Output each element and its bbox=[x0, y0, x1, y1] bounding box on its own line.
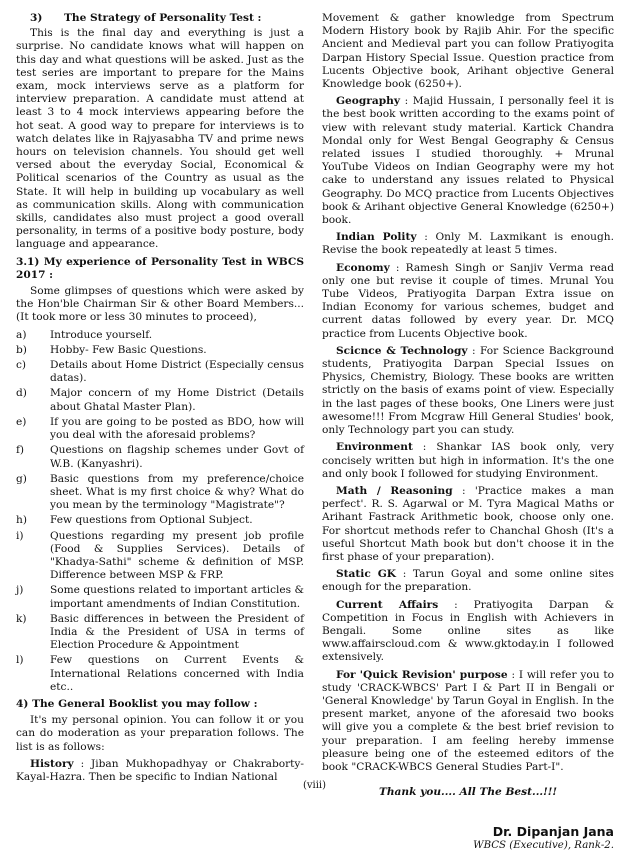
list-marker: l) bbox=[16, 654, 24, 667]
list-item bbox=[16, 584, 304, 610]
list-text: Details about Home District (Especially census datas). bbox=[50, 359, 304, 385]
list-marker: a) bbox=[16, 328, 27, 341]
section-4-heading: 4) The General Booklist you may follow : bbox=[16, 697, 258, 710]
book-text: : Jiban Mukhopadhyay or Chakraborty-Kayal-Hazra. Then be specific to Indian National bbox=[16, 757, 304, 783]
book-text: : Ramesh Singh or Sanjiv Verma read only one but revise it couple of times. Mrunal You Tube Videos, Pratiyogita Darpan Extra issue on Indian Economy for various schemes, budget and current datas followed by every year. Dr. MCQ practice from Lucents Objective book. bbox=[322, 261, 614, 340]
section-3-1-intro: Some glimpses of questions which were asked by the Hon'ble Chairman Sir & other Board Members... (It took more or less 30 minutes to proceed), bbox=[16, 285, 304, 324]
list-marker: c) bbox=[16, 359, 27, 372]
book-subject-label: Static GK bbox=[336, 568, 397, 581]
closing-line: Thank you.... All The Best...!!! bbox=[378, 786, 558, 799]
booklist-math bbox=[322, 485, 614, 564]
section-3-heading bbox=[16, 12, 304, 25]
list-text: If you are going to be posted as BDO, how will you deal with the aforesaid problems? bbox=[50, 415, 304, 442]
booklist-quick-revision bbox=[322, 669, 614, 775]
list-text: Basic questions from my preference/choice sheet. What is my first choice & why? What do you mean by the terminology "Magistrate"? bbox=[50, 472, 304, 512]
booklist-static-gk bbox=[322, 568, 614, 594]
list-marker: h) bbox=[16, 514, 27, 527]
book-subject-label: Geography bbox=[336, 95, 400, 108]
list-text: Hobby- Few Basic Questions. bbox=[50, 343, 207, 356]
book-subject-label: Environment bbox=[336, 441, 413, 454]
booklist-science bbox=[322, 345, 614, 437]
list-item bbox=[16, 444, 304, 470]
author-name: Dr. Dipanjan Jana bbox=[492, 824, 614, 840]
book-subject-label: Indian Polity bbox=[336, 231, 417, 244]
list-text: Questions regarding my present job profile (Food & Supplies Services). Details of "Khadya-Sathi" scheme & definition of MSP. Difference between MSP & FRP. bbox=[50, 529, 304, 582]
booklist-geography bbox=[322, 95, 614, 227]
section-3-body: This is the final day and everything is just a surprise. No candidate knows what will happen on this day and what questions will be asked. Just as the test series are important to prepare for the Mains exam, mock interviews serve as a platform for interview preparation. A candidate must attend at least 3 to 4 mock interviews appearing before the hot seat. A good way to prepare for interviews is to watch delates like in Rajyasabha TV and prime news hours on television channels. You should get well versed about the everyday Social, Economical & Political scenarios of the Country as usual as the State. It will help in building up vocabulary as well as communication skills. Along with communication skills, candidates also must project a good overall personality, in terms of a positive body posture, body language and appearance. bbox=[16, 27, 304, 251]
section-3-number: 3) bbox=[30, 12, 43, 24]
booklist-polity bbox=[322, 231, 614, 257]
book-text: : 'Practice makes a man perfect'. R. S. Agarwal or M. Tyra Magical Maths or Arihant Fastrack Arithmetic book, choose only one. For shortcut methods refer to Chanchal Ghosh (It's a useful Shortcut Math book but don't choose it in the first phase of your preparation). bbox=[322, 484, 614, 563]
left-column bbox=[16, 12, 304, 788]
list-marker: f) bbox=[16, 444, 25, 457]
book-subject-label: Math / Reasoning bbox=[336, 484, 453, 497]
book-text: : I will refer you to study 'CRACK-WBCS' Part I & Part II in Bengali or 'General Knowledge' by Tarun Goyal in English. In the present market, anyone of the aforesaid two books will give you a complete & the best brief revision to your preparation. I am feeling hereby immense pleasure being one of the esteemed editors of the book "CRACK-WBCS General Studies Part-I". bbox=[322, 668, 614, 773]
book-subject-label: Current Affairs bbox=[336, 598, 439, 611]
book-subject-label: History bbox=[30, 757, 74, 770]
list-text: Few questions from Optional Subject. bbox=[50, 514, 253, 527]
list-item bbox=[16, 416, 304, 442]
list-marker: d) bbox=[16, 387, 27, 400]
booklist-economy bbox=[322, 262, 614, 341]
book-subject-label: For 'Quick Revision' purpose bbox=[336, 668, 508, 681]
book-subject-label: Economy bbox=[336, 261, 390, 274]
book-text: : Shankar IAS book only, very concisely written but high in information. It's the one and only book I followed for studying Environment. bbox=[322, 441, 614, 480]
right-column bbox=[322, 12, 614, 852]
list-text: Introduce yourself. bbox=[50, 328, 153, 341]
question-list bbox=[16, 329, 304, 694]
list-item bbox=[16, 654, 304, 694]
list-text: Major concern of my Home District (Details about Ghatal Master Plan). bbox=[50, 387, 304, 413]
list-text: Basic differences in between the President of India & the President of USA in terms of Election Procedure & Appointment bbox=[50, 612, 304, 652]
book-text: : Only M. Laxmikant is enough. Revise the book repeatedly at least 5 times. bbox=[322, 231, 614, 257]
list-text: Few questions on Current Events & International Relations concerned with India etc.. bbox=[50, 654, 304, 693]
book-text: : Pratiyogita Darpan & Competition in Focus in English with Achievers in Bengali. Some online sites as like www.affairscloud.com & www.gktoday.in I followed extensively. bbox=[322, 598, 614, 664]
list-marker: i) bbox=[16, 529, 24, 542]
section-3-1-heading: 3.1) My experience of Personality Test in WBCS 2017 : bbox=[16, 255, 304, 281]
booklist-current-affairs bbox=[322, 599, 614, 665]
list-item bbox=[16, 344, 304, 357]
list-text: Some questions related to important articles & important amendments of Indian Constitution. bbox=[50, 584, 304, 610]
list-item bbox=[16, 387, 304, 413]
booklist-history-continued: Movement & gather knowledge from Spectrum Modern History book by Rajib Ahir. For the specific Ancient and Medieval part you can follow Pratiyogita Darpan History Special Issue. Question practice from Lucents Objective book, Arihant objective General Knowledge book (6250+). bbox=[322, 12, 614, 91]
list-item bbox=[16, 329, 304, 342]
book-text: : Tarun Goyal and some online sites enough for the preparation. bbox=[322, 568, 614, 594]
booklist-environment bbox=[322, 441, 614, 481]
author-rank: WBCS (Executive), Rank-2. bbox=[473, 839, 614, 851]
list-marker: j) bbox=[16, 584, 24, 597]
book-text: : Majid Hussain, I personally feel it is the best book written according to the exams point of view with relevant study material. Kartick Chandra Mondal only for West Bengal Geography & Census related issues I studied thoroughly. + Mrunal YouTube Videos on Indian Geography were my hot cake to understand any issues related to Physical Geography. Do MCQ practice from Lucents Objectives book & Arihant objective General Knowledge (6250+) book. bbox=[322, 95, 614, 227]
page-number: (viii) bbox=[302, 780, 327, 791]
list-item bbox=[16, 514, 304, 527]
list-item bbox=[16, 359, 304, 385]
section-3-title: The Strategy of Personality Test : bbox=[64, 12, 262, 24]
list-text: Questions on flagship schemes under Govt of W.B. (Kanyashri). bbox=[50, 444, 304, 470]
list-marker: e) bbox=[16, 415, 27, 428]
list-marker: b) bbox=[16, 343, 27, 356]
list-marker: g) bbox=[16, 472, 27, 485]
book-text: : For Science Background students, Pratiyogita Darpan Special Issues on Physics, Chemistry, Biology. These books are written strictly on the basis of exams point of view. Especially in the last pages of these books, One Liners were just awesome!!! From Mcgraw Hill General Studies' book, only Technology part you can study. bbox=[322, 344, 614, 437]
book-subject-label: Scicnce & Technology bbox=[336, 344, 468, 357]
list-item bbox=[16, 613, 304, 653]
list-item bbox=[16, 473, 304, 513]
list-marker: k) bbox=[16, 612, 27, 625]
author-signature bbox=[322, 825, 614, 851]
list-item bbox=[16, 530, 304, 583]
section-4-intro: It's my personal opinion. You can follow it or you can do moderation as your preparation follows. The list is as follows: bbox=[16, 714, 304, 753]
